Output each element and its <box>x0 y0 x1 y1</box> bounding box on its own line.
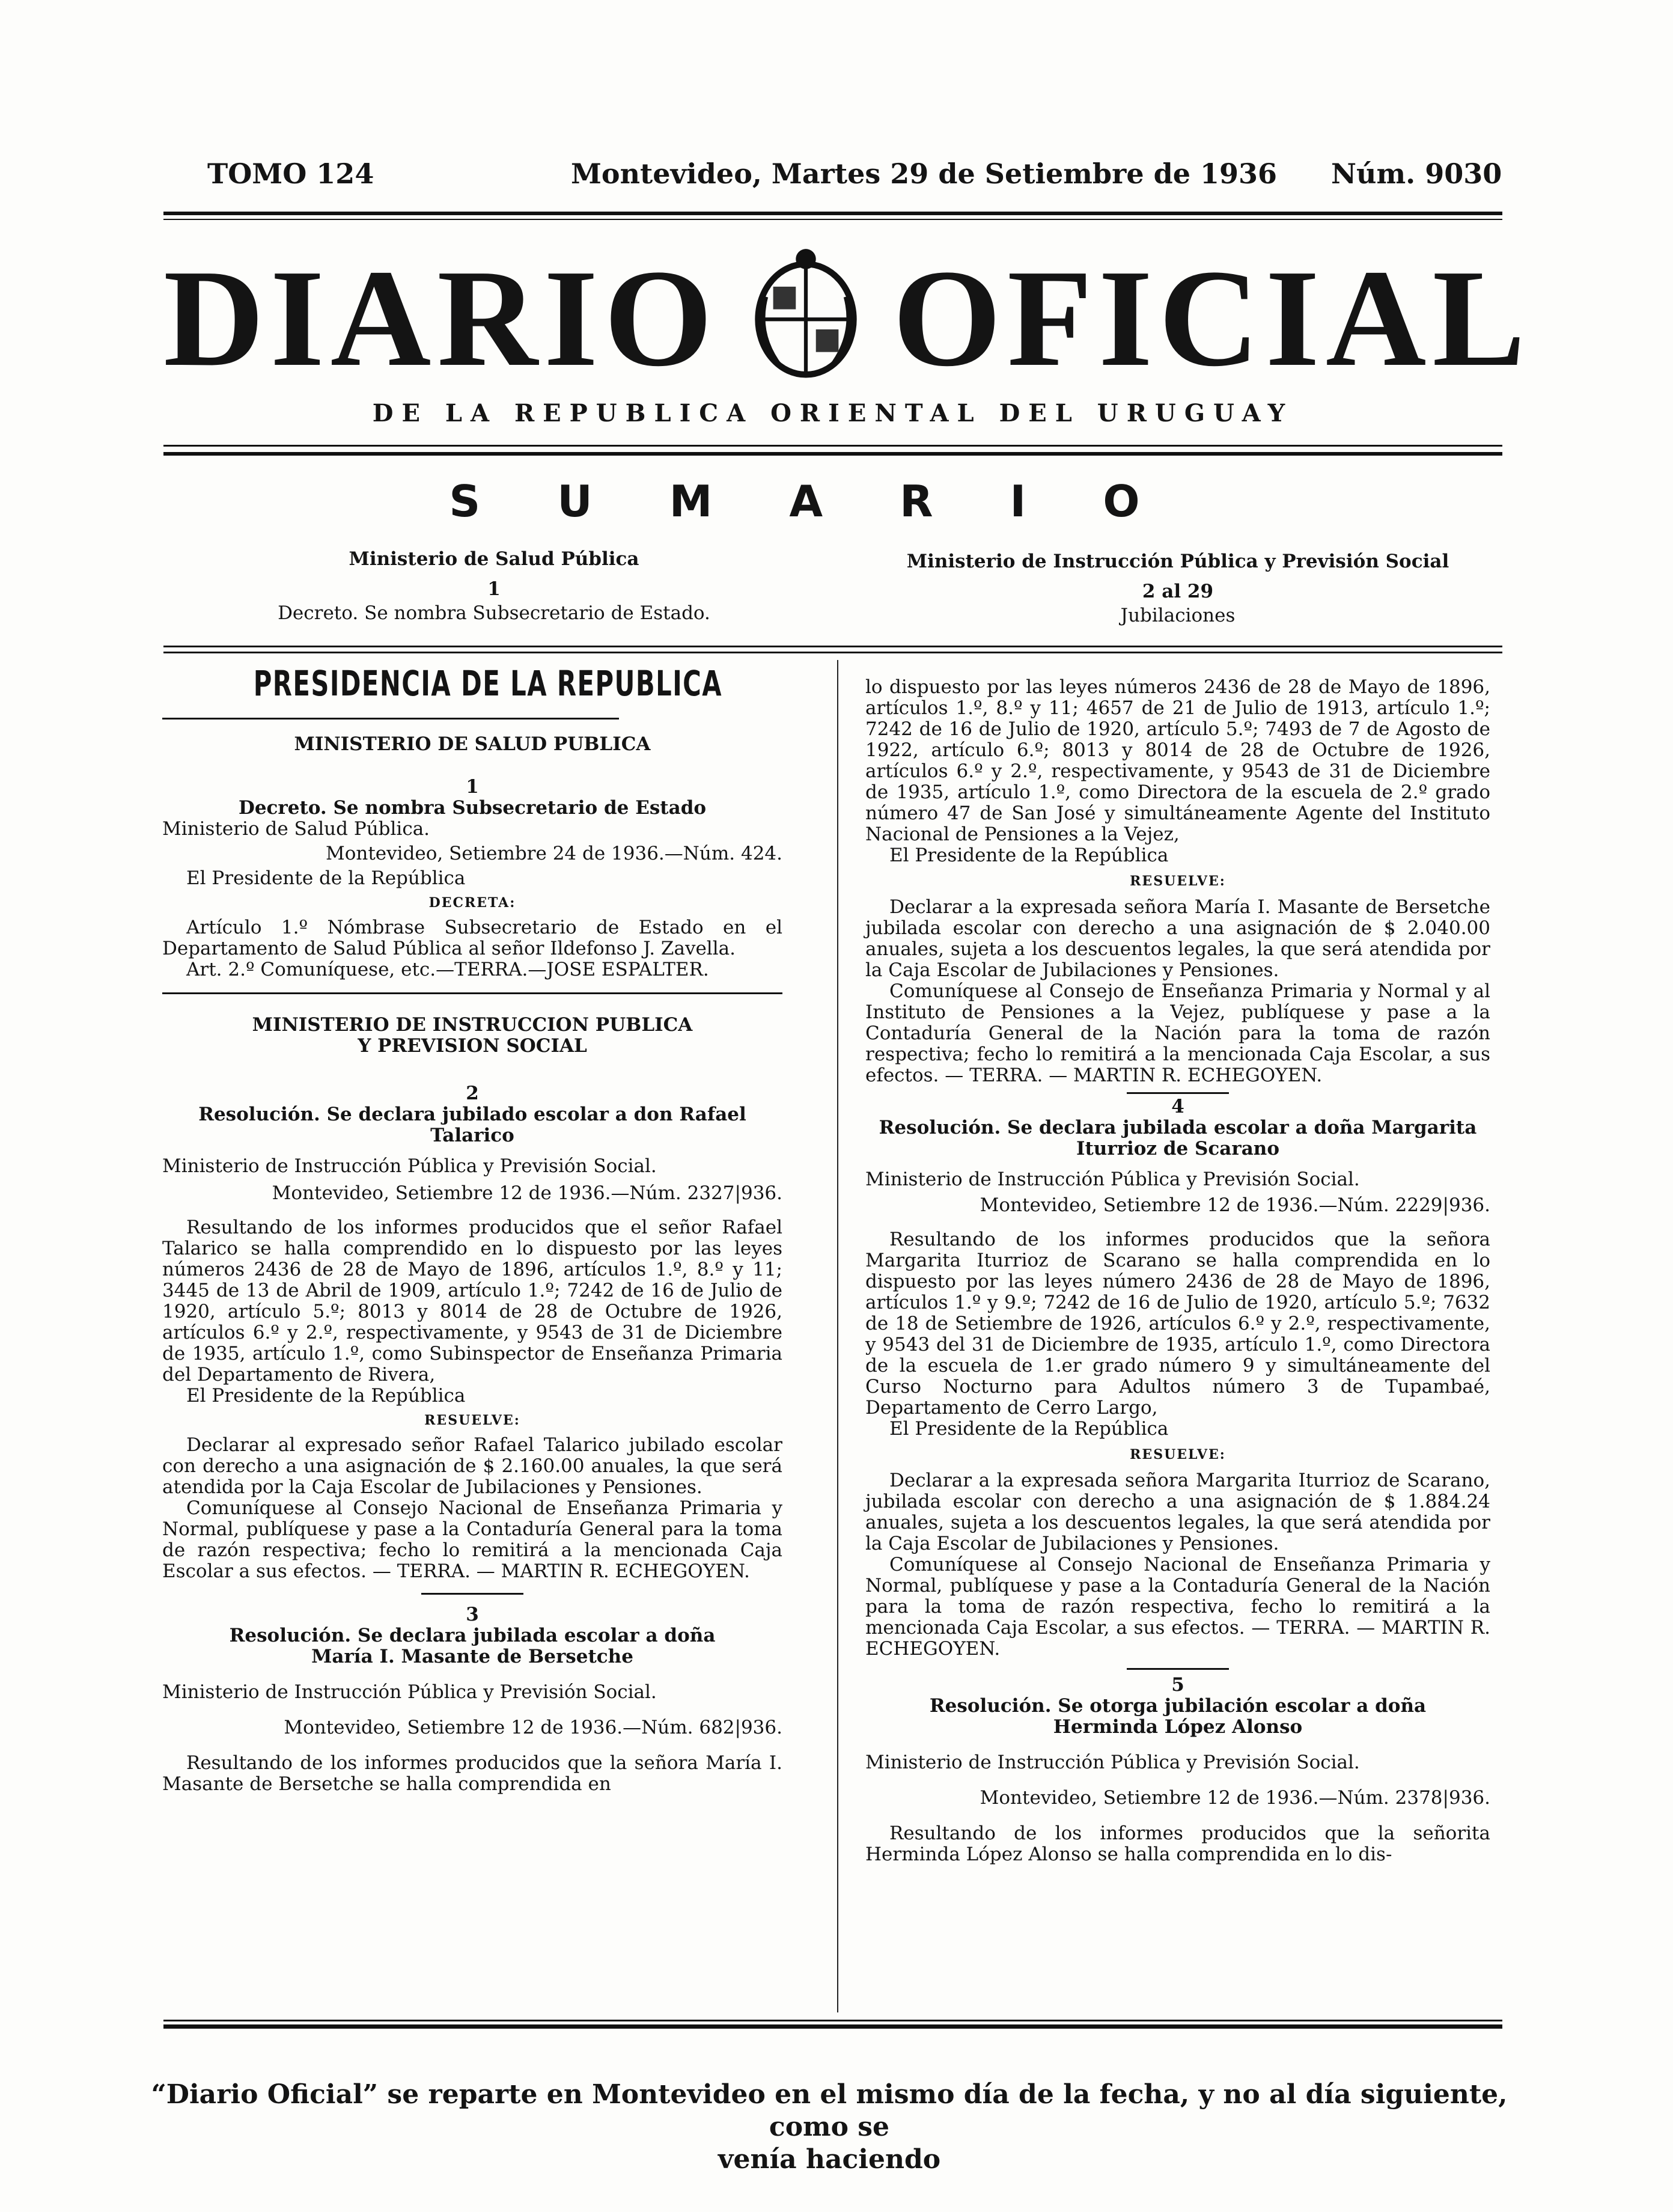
header-rule-top-thin <box>163 219 1502 220</box>
item-president: El Presidente de la República <box>889 1418 1169 1440</box>
item-dateline: Montevideo, Setiembre 12 de 1936.—Núm. 2378|936. <box>980 1787 1490 1809</box>
right-column <box>865 677 1490 1865</box>
section-title-wrap <box>162 663 782 721</box>
article-1: Artículo 1.º Nómbrase Subsecretario de Estado en el Departamento de Salud Pública al señor Ildefonso J. Zavella. <box>162 917 782 959</box>
resuelve-label: RESUELVE: <box>1130 873 1226 889</box>
item-dateline: Montevideo, Setiembre 12 de 1936.—Núm. 2327|936. <box>272 1182 782 1204</box>
short-rule <box>1127 1092 1229 1094</box>
column-divider <box>837 660 838 2012</box>
item-heading: Resolución. Se declara jubilada escolar a doña Margarita Iturrioz de Scarano <box>879 1117 1477 1159</box>
masthead-rule-thick <box>163 452 1502 456</box>
item-ministry: Ministerio de Instrucción Pública y Previsión Social. <box>162 1155 657 1177</box>
item-body: Resultando de los informes producidos que el señor Rafael Talarico se halla comprendido en lo dispuesto por las leyes números 2436 de 28 de Mayo de 1896, artículos 1.º, 8.º y 11; 3445 de 13 de Abril de 1909, artículo 1.º; 7242 de 16 de Julio de 1920, artículo 5.º; 8013 y 8014 de 28 de Octubre de 1926, artículos 6.º y 2.º, respectivamente, y 9543 de 31 de Diciembre de 1935, artículo 1.º, como Subinspector de Enseñanza Primaria del Departamento de Rivera, <box>162 1217 782 1386</box>
item-comuniquese: Comuníquese al Consejo de Enseñanza Primaria y Normal y al Instituto de Pensiones a la Vejez, publíquese y pase a la Contaduría General de la Nación para la toma de razón respectiva; fecho lo remitirá a la mencionada Caja Escolar, a sus efectos. — TERRA. — MARTIN R. ECHEGOYEN. <box>865 980 1490 1086</box>
separator-rule <box>162 992 782 994</box>
item-ministry: Ministerio de Instrucción Pública y Previsión Social. <box>865 1169 1360 1190</box>
masthead-word-right: OFICIAL <box>892 241 1532 396</box>
item-president: El Presidente de la República <box>186 867 466 889</box>
item-number: 3 <box>466 1604 479 1625</box>
item-dateline: Montevideo, Setiembre 12 de 1936.—Núm. 2229|936. <box>980 1194 1490 1216</box>
item-number: 5 <box>1171 1674 1184 1696</box>
item-dateline: Montevideo, Setiembre 12 de 1936.—Núm. 682|936. <box>284 1717 782 1738</box>
sumario-right <box>853 549 1502 628</box>
item-number: 4 <box>1171 1096 1184 1117</box>
issue-date: Montevideo, Martes 29 de Setiembre de 1936 <box>571 157 1278 190</box>
continuation-text: lo dispuesto por las leyes números 2436 de 28 de Mayo de 1896, artículos 1.º, 8.º y 11; 4657 de 21 de Julio de 1913, artículo 1.º; 7242 de 16 de Julio de 1920, artículo 5.º; 7493 de 7 de Agosto de 1922, artículo 6.º; 8013 y 8014 de 28 de Octubre de 1926, artículos 6.º y 2.º, respectivamente, y 9543 de 31 de Diciembre de 1935, artículo 1.º, como Directora de la escuela de 2.º grado número 47 de San José y simultáneamente Agente del Instituto Nacional de Pensiones a la Vejez, <box>865 676 1490 845</box>
masthead-word-left: DIARIO <box>163 241 719 396</box>
footer-notice <box>150 2079 1508 2176</box>
section-title: PRESIDENCIA DE LA REPUBLICA <box>253 663 723 704</box>
item-ministry: Ministerio de Instrucción Pública y Previsión Social. <box>865 1752 1360 1773</box>
ministry-heading: MINISTERIO DE INSTRUCCION PUBLICA <box>252 1014 693 1036</box>
ministry-heading: MINISTERIO DE SALUD PUBLICA <box>294 733 651 755</box>
footer-line-2: venía haciendo <box>718 2144 941 2175</box>
item-declarar: Declarar al expresado señor Rafael Talarico jubilado escolar con derecho a una asignación de $ 2.160.00 anuales, la que será atendida por la Caja Escolar de Jubilaciones y Pensiones. <box>162 1434 782 1498</box>
masthead <box>163 241 1532 396</box>
short-rule <box>1127 1668 1229 1670</box>
resuelve-label: RESUELVE: <box>1130 1447 1226 1462</box>
footer-line-1: “Diario Oficial” se reparte en Montevideo en el mismo día de la fecha, y no al día siguiente, como se <box>151 2079 1508 2142</box>
item-number: 1 <box>466 776 479 798</box>
item-body: Resultando de los informes producidos que la señora María I. Masante de Bersetche se halla comprendida en <box>162 1752 782 1795</box>
item-comuniquese: Comuníquese al Consejo Nacional de Enseñanza Primaria y Normal, publíquese y pase a la Contaduría General para la toma de razón respectiva; fecho lo remitirá a la mencionada Caja Escolar a sus efectos. — TERRA. — MARTIN R. ECHEGOYEN. <box>162 1497 782 1582</box>
left-column <box>162 663 782 1795</box>
item-comuniquese: Comuníquese al Consejo Nacional de Enseñanza Primaria y Normal, publíquese y pase a la Contaduría General de la Nación para la toma de razón respectiva, fecho lo remitirá a la mencionada Caja Escolar, a sus efectos. — TERRA. — MARTIN R. ECHEGOYEN. <box>865 1554 1490 1660</box>
item-president: El Presidente de la República <box>186 1385 466 1407</box>
section-title-underline <box>162 718 619 720</box>
sumario-right-text: Jubilaciones <box>1120 605 1236 626</box>
item-number: 2 <box>466 1083 479 1104</box>
header-rule-top <box>163 212 1502 215</box>
masthead-rule <box>163 445 1502 447</box>
item-declarar: Declarar a la expresada señora Margarita Iturrioz de Scarano, jubilada escolar con derecho a una asignación de $ 1.884.24 anuales, sujeta a los descuentos legales, la que será atendida por la Caja Escolar de Jubilaciones y Pensiones. <box>865 1470 1490 1554</box>
decreta-label: DECRETA: <box>428 895 516 911</box>
resuelve-label: RESUELVE: <box>424 1413 520 1428</box>
sumario-left-number: 1 <box>487 578 501 600</box>
sumario-title: SUMARIO <box>449 476 1217 527</box>
sumario-right-number: 2 al 29 <box>1142 581 1214 602</box>
item-ministry: Ministerio de Salud Pública. <box>162 818 430 840</box>
sumario-rule <box>163 646 1502 647</box>
item-heading: Resolución. Se otorga jubilación escolar a doña Herminda López Alonso <box>929 1695 1427 1738</box>
short-rule <box>421 1593 523 1595</box>
item-president: El Presidente de la República <box>889 845 1169 866</box>
coat-of-arms-icon <box>743 246 869 385</box>
sumario-right-ministry: Ministerio de Instrucción Pública y Previsión Social <box>906 551 1449 572</box>
sumario-rule-2 <box>163 652 1502 653</box>
masthead-subtitle: DE LA REPUBLICA ORIENTAL DEL URUGUAY <box>372 399 1294 427</box>
item-body: Resultando de los informes producidos que la señorita Herminda López Alonso se halla comprendida en lo dis- <box>865 1822 1490 1865</box>
footer-rule-thick <box>163 2024 1502 2029</box>
footer-rule <box>163 2020 1502 2021</box>
sumario-left <box>163 547 824 625</box>
item-heading: Decreto. Se nombra Subsecretario de Estado <box>238 797 707 819</box>
item-ministry: Ministerio de Instrucción Pública y Previsión Social. <box>162 1681 657 1703</box>
item-body: Resultando de los informes producidos que la señora Margarita Iturrioz de Scarano se halla comprendida en lo dispuesto por las leyes número 2436 de 28 de Mayo de 1896, artículos 1.º y 9.º; 7242 de 16 de Julio de 1920, artículo 5.º; 7632 de 18 de Setiembre de 1926, artículos 6.º y 2.º, respectivamente, y 9543 del 31 de Diciembre de 1935, artículo 1.º, como Directora de la escuela de 1.er grado número 9 y simultáneamente del Curso Nocturno para Adultos número 3 de Tupambaé, Departamento de Cerro Largo, <box>865 1229 1490 1419</box>
article-2: Art. 2.º Comuníquese, etc.—TERRA.—JOSE ESPALTER. <box>186 959 709 980</box>
item-declarar: Declarar a la expresada señora María I. Masante de Bersetche jubilada escolar con derecho a una asignación de $ 2.040.00 anuales, sujeta a los descuentos legales, la que será atendida por la Caja Escolar de Jubilaciones y Pensiones. <box>865 896 1490 981</box>
item-heading: Resolución. Se declara jubilada escolar a doña María I. Masante de Bersetche <box>229 1625 716 1667</box>
issue-number: Núm. 9030 <box>1331 157 1502 190</box>
sumario-left-ministry: Ministerio de Salud Pública <box>349 548 639 570</box>
ministry-heading: Y PREVISION SOCIAL <box>358 1035 587 1057</box>
volume-label: TOMO 124 <box>207 157 374 190</box>
item-heading: Resolución. Se declara jubilado escolar a don Rafael Talarico <box>198 1104 746 1146</box>
item-dateline: Montevideo, Setiembre 24 de 1936.—Núm. 424. <box>325 843 782 864</box>
sumario-left-text: Decreto. Se nombra Subsecretario de Estado. <box>278 602 710 624</box>
